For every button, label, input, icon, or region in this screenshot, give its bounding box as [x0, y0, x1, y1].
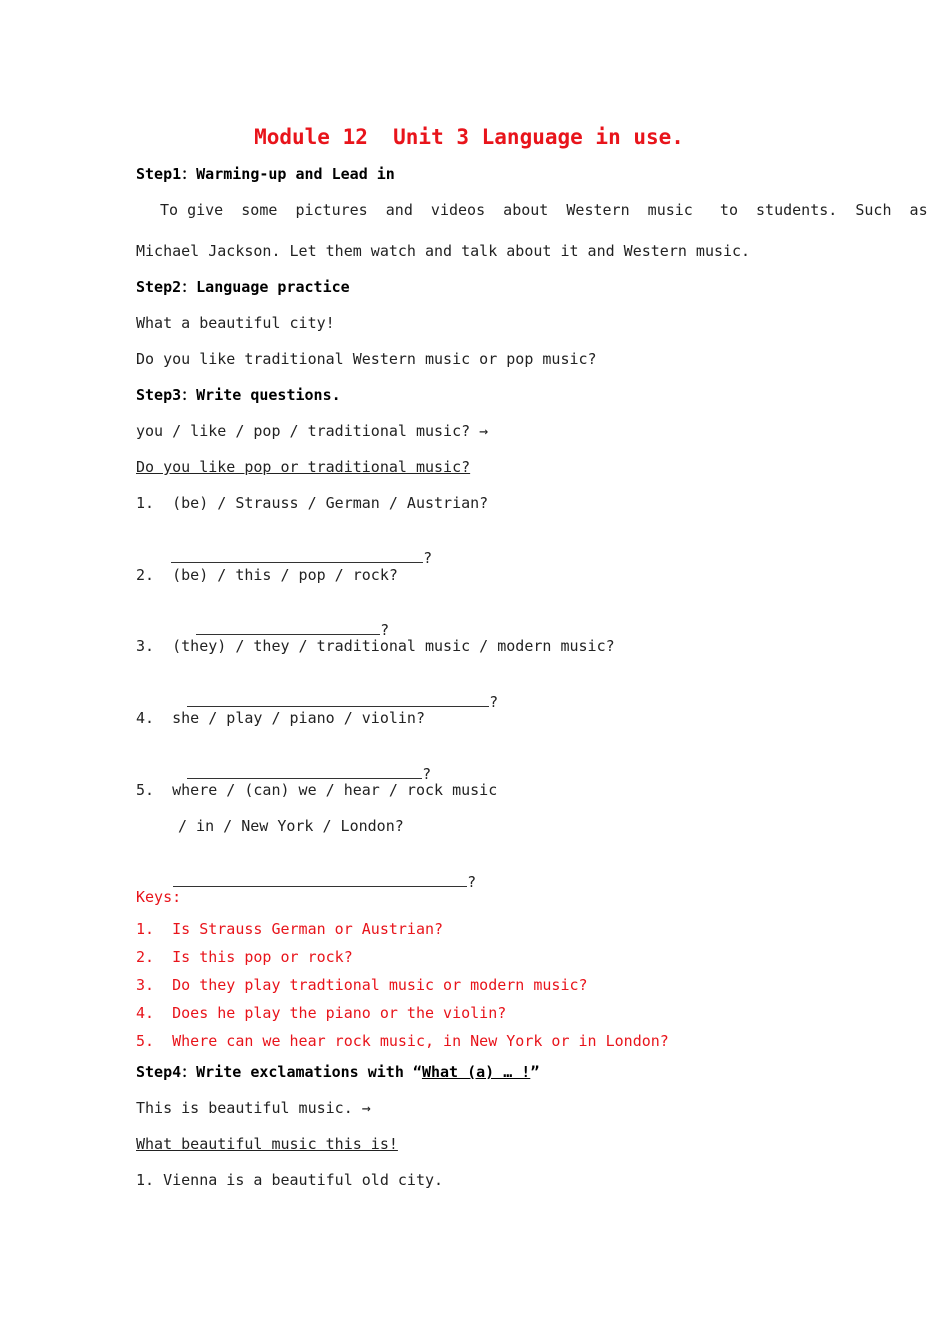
answer-blank-4[interactable]: ?	[169, 744, 431, 784]
step1-heading: Step1：Warming-up and Lead in	[136, 165, 395, 183]
key-4: 4. Does he play the piano or the violin?	[136, 1004, 507, 1022]
answer-blank-2[interactable]: ?	[178, 600, 389, 640]
question-2: 2. (be) / this / pop / rock?	[136, 566, 398, 584]
step4-heading: Step4：Write exclamations with “What (a) … !”	[136, 1063, 540, 1081]
step4-model-answer: What beautiful music this is!	[136, 1135, 398, 1153]
question-4: 4. she / play / piano / violin?	[136, 709, 425, 727]
step3-prompt: you / like / pop / traditional music? →	[136, 422, 489, 440]
step3-model-answer: Do you like pop or traditional music?	[136, 458, 471, 476]
step2-example-2: Do you like traditional Western music or pop music?	[136, 350, 597, 368]
answer-blank-3[interactable]: ?	[169, 672, 498, 712]
step2-heading: Step2：Language practice	[136, 278, 350, 296]
question-1: 1. (be) / Strauss / German / Austrian?	[136, 494, 489, 512]
key-3: 3. Do they play tradtional music or modern music?	[136, 976, 588, 994]
exclamation-pattern: What (a) … !	[421, 1063, 531, 1081]
key-2: 2. Is this pop or rock?	[136, 948, 353, 966]
key-1: 1. Is Strauss German or Austrian?	[136, 920, 444, 938]
keys-label: Keys:	[136, 888, 182, 906]
question-3: 3. (they) / they / traditional music / modern music?	[136, 637, 615, 655]
question-5-continued: / in / New York / London?	[178, 817, 404, 835]
step1-paragraph-line2: Michael Jackson. Let them watch and talk about it and Western music.	[136, 242, 751, 260]
key-5: 5. Where can we hear rock music, in New York or in London?	[136, 1032, 669, 1050]
step4-item-1: 1. Vienna is a beautiful old city.	[136, 1171, 444, 1189]
step4-prompt: This is beautiful music. →	[136, 1099, 371, 1117]
step1-paragraph-line1: To give some pictures and videos about Western music to students. Such as	[160, 201, 928, 219]
answer-blank-5[interactable]: ?	[155, 852, 476, 892]
step3-heading: Step3：Write questions.	[136, 386, 341, 404]
answer-blank-1[interactable]: ?	[153, 528, 432, 568]
page-title: Module 12 Unit 3 Language in use.	[254, 125, 684, 149]
question-5: 5. where / (can) we / hear / rock music	[136, 781, 498, 799]
step2-example-1: What a beautiful city!	[136, 314, 335, 332]
